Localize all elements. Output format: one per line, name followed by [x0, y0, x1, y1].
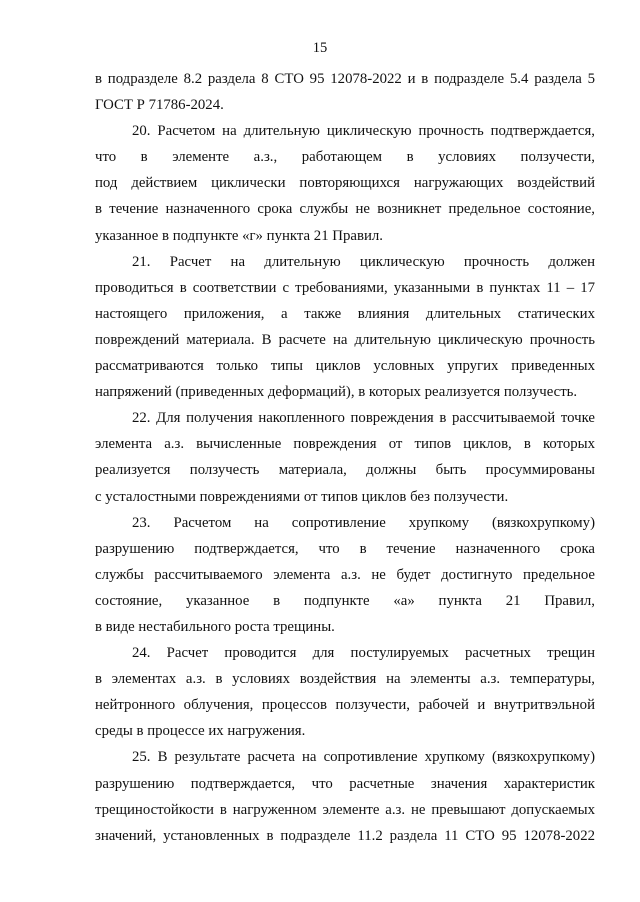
- text-line: нейтронного облучения, процессов ползучести, рабочей и внутритвэльной: [95, 697, 595, 714]
- paragraph-22: [95, 405, 595, 509]
- text-line: значений, установленных в подразделе 11.2 раздела 11 СТО 95 12078-2022: [95, 827, 595, 844]
- text-line: повреждений материала. В расчете на длительную циклическую прочность: [95, 331, 595, 348]
- text-line: службы рассчитываемого элемента а.з. не будет достигнуто предельное: [95, 566, 595, 583]
- text-line: 23. Расчетом на сопротивление хрупкому (вязкохрупкому): [132, 514, 595, 531]
- text-line: проводиться в соответствии с требованиями, указанными в пунктах 11 – 17: [95, 279, 595, 296]
- text-line: 21. Расчет на длительную циклическую прочность должен: [132, 253, 595, 270]
- text-line: в элементах а.з. в условиях воздействия на элементы а.з. температуры,: [95, 671, 595, 688]
- text-line: состояние, указанное в подпункте «а» пункта 21 Правил,: [95, 592, 595, 609]
- paragraph-25: [95, 744, 595, 848]
- paragraph-continuation: [95, 66, 595, 118]
- text-line: настоящего приложения, а также влияния длительных статических: [95, 305, 595, 322]
- text-line: с усталостными повреждениями от типов циклов без ползучести.: [95, 488, 509, 505]
- text-line: разрушению подтверждается, что в течение назначенного срока: [95, 540, 595, 557]
- text-line: что в элементе а.з., работающем в условиях ползучести,: [95, 149, 595, 166]
- text-line: разрушению подтверждается, что расчетные значения характеристик: [95, 775, 595, 792]
- text-line: 24. Расчет проводится для постулируемых расчетных трещин: [132, 645, 595, 662]
- text-line: трещиностойкости в нагруженном элементе а.з. не превышают допускаемых: [95, 801, 595, 818]
- page-number: 15: [312, 40, 328, 56]
- text-line: указанное в подпункте «г» пункта 21 Правил.: [95, 227, 383, 244]
- text-line: среды в процессе их нагружения.: [95, 723, 306, 740]
- text-line: под действием циклически повторяющихся нагружающих воздействий: [95, 175, 595, 192]
- text-line: элемента а.з. вычисленные повреждения от типов циклов, в которых: [95, 436, 595, 453]
- paragraph-20: [95, 118, 595, 248]
- text-line: в течение назначенного срока службы не возникнет предельное состояние,: [95, 201, 595, 218]
- text-line: 25. В результате расчета на сопротивление хрупкому (вязкохрупкому): [132, 749, 595, 766]
- paragraph-24: [95, 640, 595, 744]
- paragraph-23: [95, 510, 595, 640]
- text-line: ГОСТ Р 71786-2024.: [95, 97, 224, 114]
- text-line: рассматриваются только типы циклов условных упругих приведенных: [95, 358, 595, 375]
- text-line: 20. Расчетом на длительную циклическую прочность подтверждается,: [132, 123, 595, 140]
- text-line: в подразделе 8.2 раздела 8 СТО 95 12078-2022 и в подразделе 5.4 раздела 5: [95, 71, 595, 87]
- document-body: [95, 66, 595, 849]
- paragraph-21: [95, 249, 595, 406]
- text-line: реализуется ползучесть материала, должны быть просуммированы: [95, 462, 595, 479]
- text-line: 22. Для получения накопленного повреждения в рассчитываемой точке: [132, 410, 595, 427]
- text-line: в виде нестабильного роста трещины.: [95, 618, 335, 635]
- text-line: напряжений (приведенных деформаций), в которых реализуется ползучесть.: [95, 384, 578, 401]
